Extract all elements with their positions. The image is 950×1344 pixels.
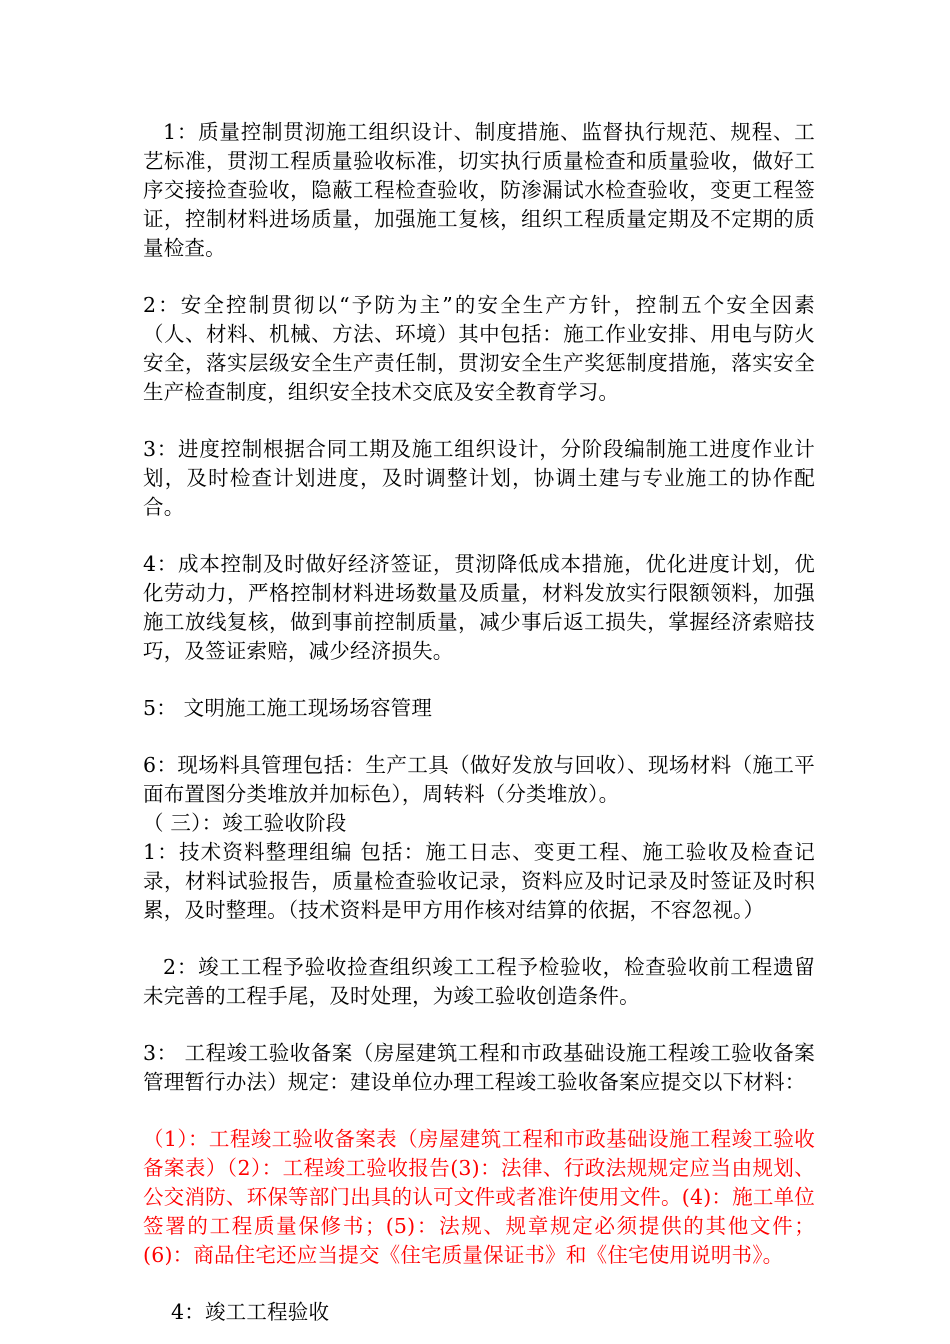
paragraph-completion-acceptance: 4：竣工工程验收: [171, 1300, 330, 1324]
paragraph-quality-control: 1：质量控制贯沏施工组织设计、制度措施、监督执行规范、规程、工艺标准，贯沏工程质量验收标准，切实执行质量检查和质量验收，做好工序交接捡查验收，隐蔽工程检查验收，防渗漏试水检查验收，变更工程签证，控制材料进场质量，加强施工复核，组织工程质量定期及不定期的质量检查。: [143, 120, 815, 260]
paragraph-pre-acceptance: 2：竣工工程予验收捡查组织竣工工程予检验收，检查验收前工程遗留未完善的工程手尾，及时处理，为竣工验收创造条件。: [143, 955, 815, 1008]
paragraph-required-materials: （1）：工程竣工验收备案表（房屋建筑工程和市政基础设施工程竣工验收备案表）（2）：工程竣工验收报告(3)：法律、行政法规规定应当由规划、公交消防、环保等部门出具的认可文件或者准许使用文件。(4)：施工单位签署的工程质量保修书；(5)：法规、规章规定必须提供的其他文件；(6)：商品住宅还应当提交《住宅质量保证书》和《住宅使用说明书》。: [143, 1127, 815, 1267]
paragraph-schedule-control: 3：进度控制根据合同工期及施工组织设计，分阶段编制施工进度作业计划，及时检查计划进度，及时调整计划，协调土建与专业施工的协作配合。: [143, 437, 815, 519]
paragraph-civilized-construction: 5： 文明施工施工现场场容管理: [143, 696, 433, 720]
section-heading-completion-stage: （ 三）：竣工验收阶段: [143, 811, 347, 835]
paragraph-acceptance-filing: 3： 工程竣工验收备案（房屋建筑工程和市政基础设施工程竣工验收备案管理暂行办法）规定：建设单位办理工程竣工验收备案应提交以下材料：: [143, 1041, 815, 1094]
document-body: [143, 118, 815, 1327]
paragraph-site-materials: 6：现场料具管理包括：生产工具（做好发放与回收）、现场材料（施工平面布置图分类堆放并加标色），周转料（分类堆放）。: [143, 753, 815, 806]
paragraph-technical-documents: 1：技术资料整理组编 包括：施工日志、变更工程、施工验收及检查记录，材料试验报告，质量检查验收记录，资料应及时记录及时签证及时积累，及时整理。（技术资料是甲方用作核对结算的依据，不容忽视。）: [143, 840, 815, 922]
paragraph-cost-control: 4：成本控制及时做好经济签证，贯沏降低成本措施，优化进度计划，优化劳动力，严格控制材料进场数量及质量，材料发放实行限额领料，加强施工放线复核，做到事前控制质量，减少事后返工损失，掌握经济索赔技巧，及签证索赔，减少经济损失。: [143, 552, 815, 663]
paragraph-safety-control: 2：安全控制贯彻以“予防为主”的安全生产方针，控制五个安全因素（人、材料、机械、方法、环境）其中包括：施工作业安排、用电与防火安全，落实层级安全生产责任制，贯沏安全生产奖惩制度措施，落实安全生产检查制度，组织安全技术交底及安全教育学习。: [143, 293, 815, 404]
